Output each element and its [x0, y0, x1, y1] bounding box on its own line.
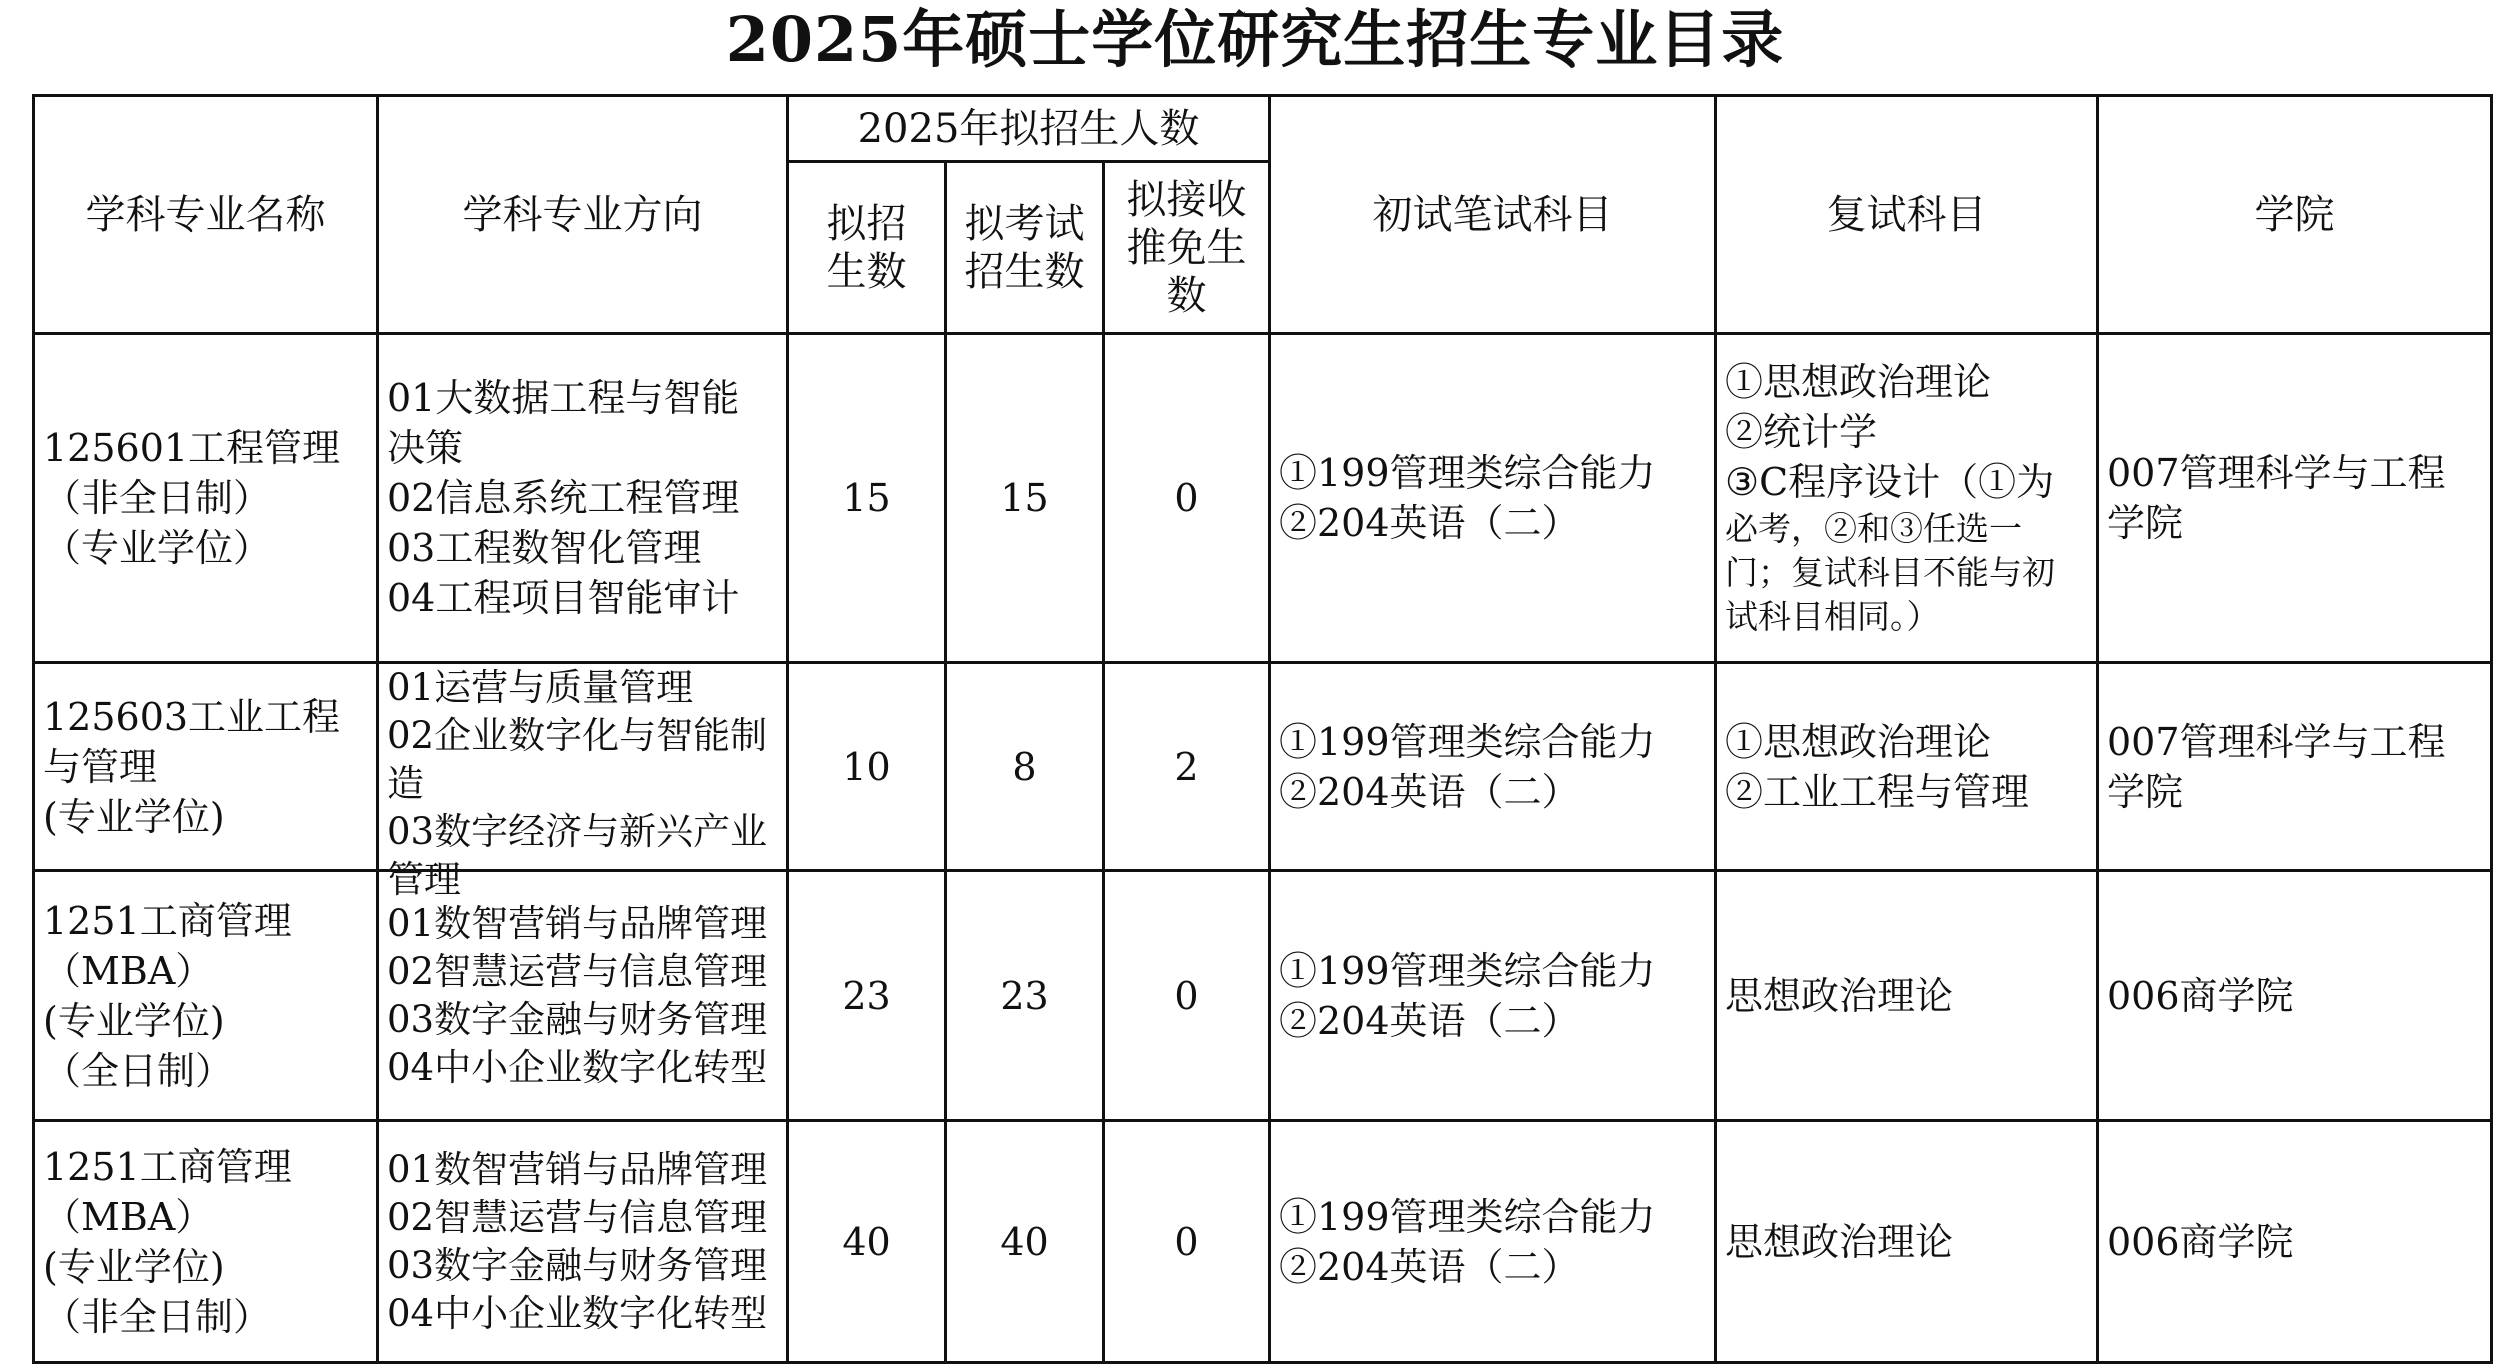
- header-exempt: 拟接收 推免生 数: [1104, 162, 1270, 334]
- catalog-table: [32, 94, 2493, 1364]
- exempt-cell: 0: [1104, 871, 1270, 1121]
- major-cell: 125603工业工程 与管理 (专业学位): [34, 663, 378, 871]
- direction-cell: 01数智营销与品牌管理 02智慧运营与信息管理 03数字金融与财务管理 04中小企业数字化转型: [378, 871, 788, 1121]
- first-exam-cell: ①199管理类综合能力 ②204英语（二）: [1270, 1121, 1716, 1363]
- retest-cell: ①思想政治理论 ②统计学 ③C程序设计（①为 必考，②和③任选一 门；复试科目不能与初 试科目相同。）: [1716, 334, 2098, 663]
- direction-clip: 01运营与质量管理 02企业数字化与智能制 造 03数字经济与新兴产业 管理: [387, 666, 768, 901]
- header-first-exam: 初试笔试科目: [1270, 96, 1716, 334]
- first-exam-cell: ①199管理类综合能力 ②204英语（二）: [1270, 334, 1716, 663]
- retest-cell: 思想政治理论: [1716, 871, 2098, 1121]
- college-cell: 007管理科学与工程 学院: [2098, 663, 2492, 871]
- table-row: [34, 663, 2492, 871]
- college-cell: 006商学院: [2098, 871, 2492, 1121]
- header-row: [34, 96, 2492, 162]
- header-exam: 拟考试 招生数: [946, 162, 1104, 334]
- college-cell: 007管理科学与工程 学院: [2098, 334, 2492, 663]
- enroll-cell: 10: [788, 663, 946, 871]
- exempt-cell: 0: [1104, 1121, 1270, 1363]
- enroll-cell: 40: [788, 1121, 946, 1363]
- direction-cell: 01数智营销与品牌管理 02智慧运营与信息管理 03数字金融与财务管理 04中小企业数字化转型: [378, 1121, 788, 1363]
- exam-cell: 40: [946, 1121, 1104, 1363]
- page-title: 2025年硕士学位研究生招生专业目录: [725, 3, 1785, 76]
- direction-cell: [378, 663, 788, 901]
- retest-cell: ①思想政治理论 ②工业工程与管理: [1716, 663, 2098, 871]
- first-exam-cell: ①199管理类综合能力 ②204英语（二）: [1270, 871, 1716, 1121]
- college-cell: 006商学院: [2098, 1121, 2492, 1363]
- header-enroll: 拟招 生数: [788, 162, 946, 334]
- header-direction: 学科专业方向: [378, 96, 788, 334]
- exempt-cell: 0: [1104, 334, 1270, 663]
- header-college: 学院: [2098, 96, 2492, 334]
- enroll-cell: 15: [788, 334, 946, 663]
- table-row: [34, 871, 2492, 1121]
- major-cell: 1251工商管理 （MBA） (专业学位) （非全日制）: [34, 1121, 378, 1363]
- exam-cell: 23: [946, 871, 1104, 1121]
- exam-cell: 8: [946, 663, 1104, 871]
- major-cell: 125601工程管理 （非全日制） （专业学位）: [34, 334, 378, 663]
- enroll-cell: 23: [788, 871, 946, 1121]
- direction-cell: 01大数据工程与智能 决策 02信息系统工程管理 03工程数智化管理 04工程项目智能审计: [378, 334, 788, 663]
- first-exam-cell: ①199管理类综合能力 ②204英语（二）: [1270, 663, 1716, 871]
- exam-cell: 15: [946, 334, 1104, 663]
- header-enroll-group: 2025年拟招生人数: [788, 96, 1270, 162]
- header-major: 学科专业名称: [34, 96, 378, 334]
- header-retest: 复试科目: [1716, 96, 2098, 334]
- table-row: [34, 334, 2492, 663]
- table-row: [34, 1121, 2492, 1363]
- major-cell: 1251工商管理 （MBA） (专业学位) （全日制）: [34, 871, 378, 1121]
- retest-cell: 思想政治理论: [1716, 1121, 2098, 1363]
- exempt-cell: 2: [1104, 663, 1270, 871]
